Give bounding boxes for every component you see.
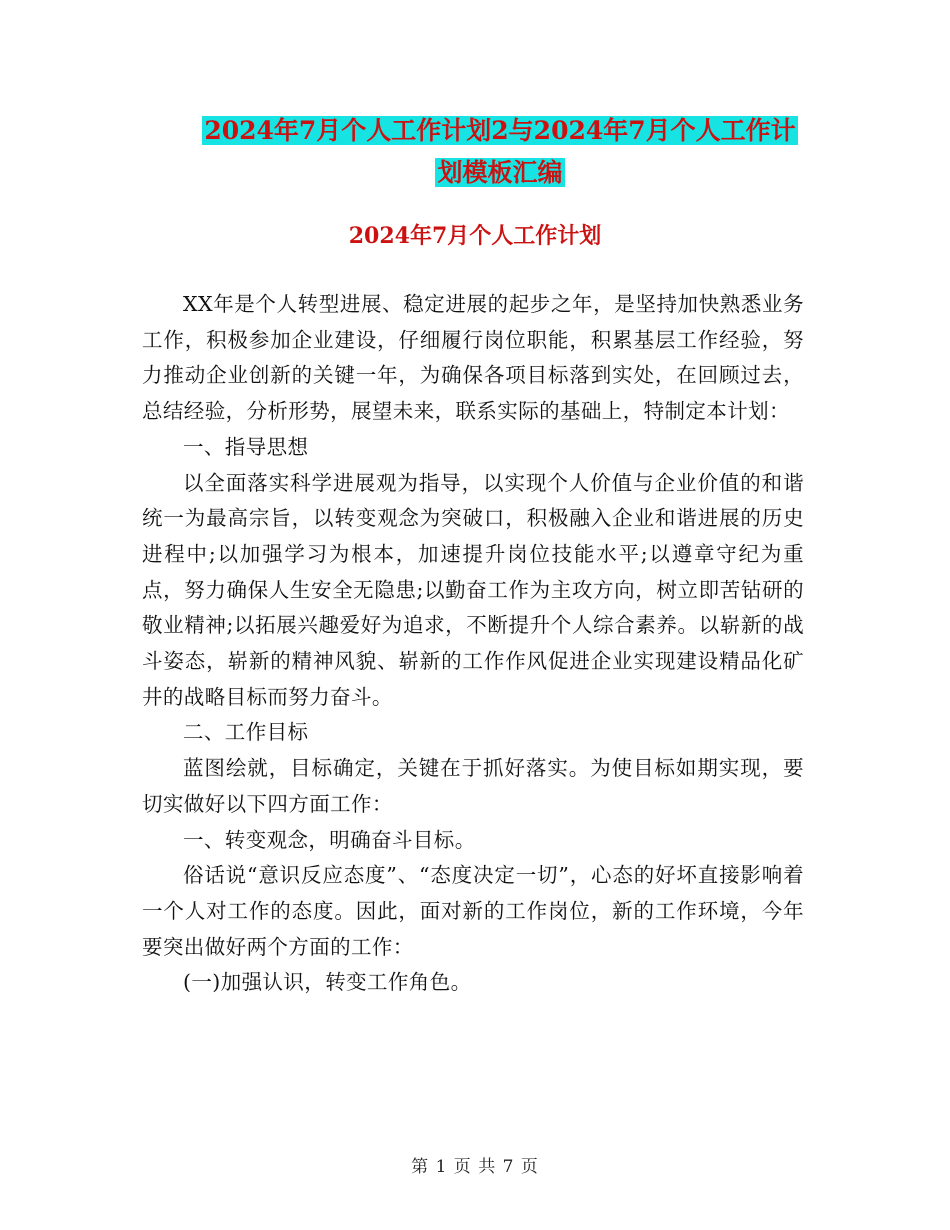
paragraph-guiding-thought: 以全面落实科学进展观为指导，以实现个人价值与企业价值的和谐统一为最高宗旨，以转变观念为突破口，积极融入企业和谐进展的历史进程中;以加强学习为根本，加速提升岗位技能水平;以遵章守纪为重点，努力确保人生安全无隐患;以勤奋工作为主攻方向，树立即苦钻研的敬业精神;以拓展兴趣爱好为追求，不断提升个人综合素养。以崭新的战斗姿态，崭新的精神风貌、崭新的工作作风促进企业实现建设精品化矿井的战略目标而努力奋斗。 [142, 470, 804, 709]
page-footer: 第 1 页 共 7 页 [411, 1157, 539, 1177]
paragraph-intro: XX年是个人转型进展、稳定进展的起步之年，是坚持加快熟悉业务工作，积极参加企业建设，仔细履行岗位职能，积累基层工作经验，努力推动企业创新的关键一年，为确保各项目标落到实处，在回顾过去，总结经验，分析形势，展望未来，联系实际的基础上，特制定本计划： [142, 292, 804, 424]
heading-change-mindset: 一、转变观念，明确奋斗目标。 [183, 827, 476, 852]
paragraph-attitude: 俗话说“意识反应态度”、“态度决定一切”，心态的好坏直接影响着一个人对工作的态度。因此，面对新的工作岗位，新的工作环境，今年要突出做好两个方面的工作： [142, 863, 804, 959]
heading-work-goals: 二、工作目标 [183, 720, 309, 745]
title-line-2: 划模板汇编 [437, 158, 563, 187]
heading-strengthen-awareness: (一)加强认识，转变工作角色。 [183, 970, 472, 995]
document-body [142, 287, 804, 1001]
document-title [140, 110, 860, 194]
title-line-1: 2024年7月个人工作计划2与2024年7月个人工作计 [204, 116, 796, 145]
paragraph-work-goals: 蓝图绘就，目标确定，关键在于抓好落实。为使目标如期实现，要切实做好以下四方面工作： [142, 756, 804, 816]
heading-guiding-thought: 一、指导思想 [183, 434, 309, 459]
section-title: 2024年7月个人工作计划 [348, 223, 602, 249]
